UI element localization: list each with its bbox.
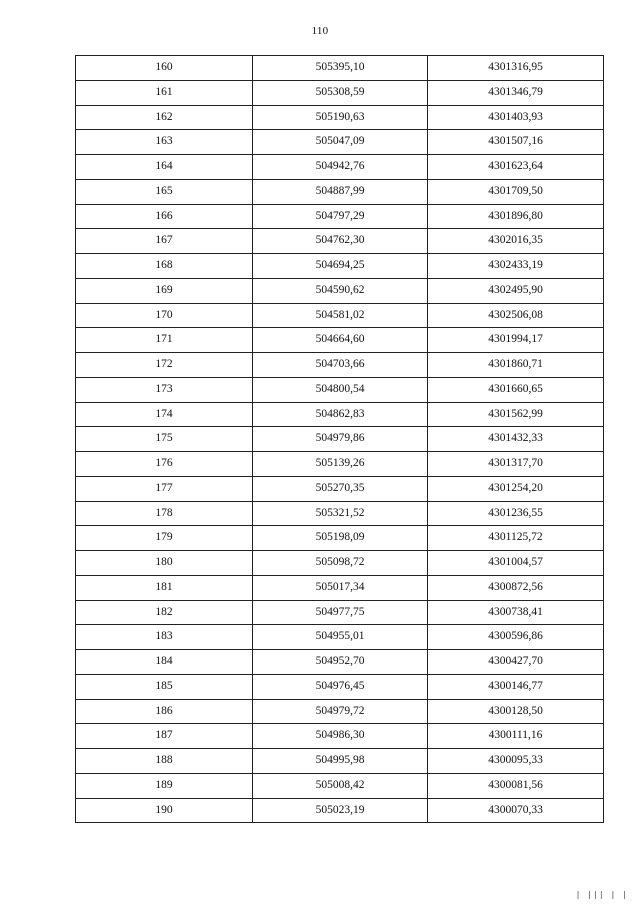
x-coordinate-cell: 504581,02 — [253, 303, 428, 328]
point-number-cell: 173 — [76, 377, 253, 402]
page-number: 110 — [311, 25, 329, 37]
point-number-cell: 175 — [76, 427, 253, 452]
point-number-cell: 186 — [76, 699, 253, 724]
table-row — [76, 427, 604, 452]
x-coordinate-cell: 504590,62 — [253, 278, 428, 303]
point-number-cell: 189 — [76, 773, 253, 798]
x-coordinate-cell: 504952,70 — [253, 650, 428, 675]
table-row — [76, 278, 604, 303]
y-coordinate-cell: 4300095,33 — [428, 749, 604, 774]
x-coordinate-cell: 504800,54 — [253, 377, 428, 402]
point-number-cell: 167 — [76, 229, 253, 254]
table-row — [76, 402, 604, 427]
y-coordinate-cell: 4301709,50 — [428, 179, 604, 204]
x-coordinate-cell: 505017,34 — [253, 575, 428, 600]
point-number-cell: 165 — [76, 179, 253, 204]
x-coordinate-cell: 505008,42 — [253, 773, 428, 798]
y-coordinate-cell: 4301004,57 — [428, 551, 604, 576]
table-row — [76, 575, 604, 600]
y-coordinate-cell: 4300872,56 — [428, 575, 604, 600]
coordinates-table — [75, 55, 604, 823]
table-row — [76, 699, 604, 724]
table-row — [76, 650, 604, 675]
y-coordinate-cell: 4302495,90 — [428, 278, 604, 303]
point-number-cell: 177 — [76, 476, 253, 501]
y-coordinate-cell: 4300111,16 — [428, 724, 604, 749]
x-coordinate-cell: 505270,35 — [253, 476, 428, 501]
point-number-cell: 180 — [76, 551, 253, 576]
y-coordinate-cell: 4301994,17 — [428, 328, 604, 353]
y-coordinate-cell: 4300146,77 — [428, 674, 604, 699]
point-number-cell: 181 — [76, 575, 253, 600]
table-row — [76, 452, 604, 477]
table-row — [76, 625, 604, 650]
x-coordinate-cell: 505139,26 — [253, 452, 428, 477]
table-row — [76, 303, 604, 328]
y-coordinate-cell: 4301432,33 — [428, 427, 604, 452]
y-coordinate-cell: 4302016,35 — [428, 229, 604, 254]
table-row — [76, 155, 604, 180]
point-number-cell: 162 — [76, 105, 253, 130]
y-coordinate-cell: 4301660,65 — [428, 377, 604, 402]
y-coordinate-cell: 4301507,16 — [428, 130, 604, 155]
point-number-cell: 187 — [76, 724, 253, 749]
x-coordinate-cell: 504862,83 — [253, 402, 428, 427]
y-coordinate-cell: 4300128,50 — [428, 699, 604, 724]
point-number-cell: 160 — [76, 56, 253, 81]
x-coordinate-cell: 505098,72 — [253, 551, 428, 576]
table-row — [76, 798, 604, 823]
point-number-cell: 163 — [76, 130, 253, 155]
x-coordinate-cell: 505047,09 — [253, 130, 428, 155]
x-coordinate-cell: 504986,30 — [253, 724, 428, 749]
y-coordinate-cell: 4301623,64 — [428, 155, 604, 180]
table-row — [76, 526, 604, 551]
point-number-cell: 182 — [76, 600, 253, 625]
y-coordinate-cell: 4301860,71 — [428, 353, 604, 378]
point-number-cell: 169 — [76, 278, 253, 303]
table-row — [76, 749, 604, 774]
table-row — [76, 56, 604, 81]
table-row — [76, 204, 604, 229]
y-coordinate-cell: 4301316,95 — [428, 56, 604, 81]
table-row — [76, 105, 604, 130]
y-coordinate-cell: 4301346,79 — [428, 80, 604, 105]
x-coordinate-cell: 504703,66 — [253, 353, 428, 378]
x-coordinate-cell: 504977,75 — [253, 600, 428, 625]
x-coordinate-cell: 504694,25 — [253, 254, 428, 279]
point-number-cell: 174 — [76, 402, 253, 427]
table-row — [76, 600, 604, 625]
x-coordinate-cell: 504955,01 — [253, 625, 428, 650]
scan-marks: | ||| | | — [575, 890, 628, 899]
x-coordinate-cell: 504979,72 — [253, 699, 428, 724]
table-row — [76, 80, 604, 105]
point-number-cell: 178 — [76, 501, 253, 526]
table-row — [76, 179, 604, 204]
point-number-cell: 190 — [76, 798, 253, 823]
point-number-cell: 179 — [76, 526, 253, 551]
x-coordinate-cell: 504762,30 — [253, 229, 428, 254]
coordinates-table-body — [76, 56, 604, 823]
x-coordinate-cell: 505395,10 — [253, 56, 428, 81]
point-number-cell: 164 — [76, 155, 253, 180]
table-row — [76, 674, 604, 699]
x-coordinate-cell: 504664,60 — [253, 328, 428, 353]
x-coordinate-cell: 505190,63 — [253, 105, 428, 130]
y-coordinate-cell: 4300738,41 — [428, 600, 604, 625]
table-row — [76, 476, 604, 501]
table-row — [76, 229, 604, 254]
y-coordinate-cell: 4301403,93 — [428, 105, 604, 130]
x-coordinate-cell: 505321,52 — [253, 501, 428, 526]
y-coordinate-cell: 4301317,70 — [428, 452, 604, 477]
point-number-cell: 188 — [76, 749, 253, 774]
table-row — [76, 501, 604, 526]
table-row — [76, 551, 604, 576]
y-coordinate-cell: 4302433,19 — [428, 254, 604, 279]
y-coordinate-cell: 4301562,99 — [428, 402, 604, 427]
x-coordinate-cell: 504995,98 — [253, 749, 428, 774]
x-coordinate-cell: 504887,99 — [253, 179, 428, 204]
x-coordinate-cell: 505023,19 — [253, 798, 428, 823]
point-number-cell: 170 — [76, 303, 253, 328]
x-coordinate-cell: 505308,59 — [253, 80, 428, 105]
y-coordinate-cell: 4300081,56 — [428, 773, 604, 798]
y-coordinate-cell: 4301125,72 — [428, 526, 604, 551]
point-number-cell: 161 — [76, 80, 253, 105]
y-coordinate-cell: 4301236,55 — [428, 501, 604, 526]
point-number-cell: 166 — [76, 204, 253, 229]
point-number-cell: 183 — [76, 625, 253, 650]
table-row — [76, 377, 604, 402]
y-coordinate-cell: 4301896,80 — [428, 204, 604, 229]
y-coordinate-cell: 4300427,70 — [428, 650, 604, 675]
table-row — [76, 328, 604, 353]
table-row — [76, 254, 604, 279]
table-row — [76, 130, 604, 155]
x-coordinate-cell: 504797,29 — [253, 204, 428, 229]
point-number-cell: 171 — [76, 328, 253, 353]
table-row — [76, 353, 604, 378]
y-coordinate-cell: 4302506,08 — [428, 303, 604, 328]
table-row — [76, 773, 604, 798]
x-coordinate-cell: 505198,09 — [253, 526, 428, 551]
x-coordinate-cell: 504979,86 — [253, 427, 428, 452]
point-number-cell: 176 — [76, 452, 253, 477]
y-coordinate-cell: 4300596,86 — [428, 625, 604, 650]
point-number-cell: 185 — [76, 674, 253, 699]
y-coordinate-cell: 4301254,20 — [428, 476, 604, 501]
y-coordinate-cell: 4300070,33 — [428, 798, 604, 823]
point-number-cell: 168 — [76, 254, 253, 279]
x-coordinate-cell: 504976,45 — [253, 674, 428, 699]
point-number-cell: 172 — [76, 353, 253, 378]
table-row — [76, 724, 604, 749]
x-coordinate-cell: 504942,76 — [253, 155, 428, 180]
point-number-cell: 184 — [76, 650, 253, 675]
